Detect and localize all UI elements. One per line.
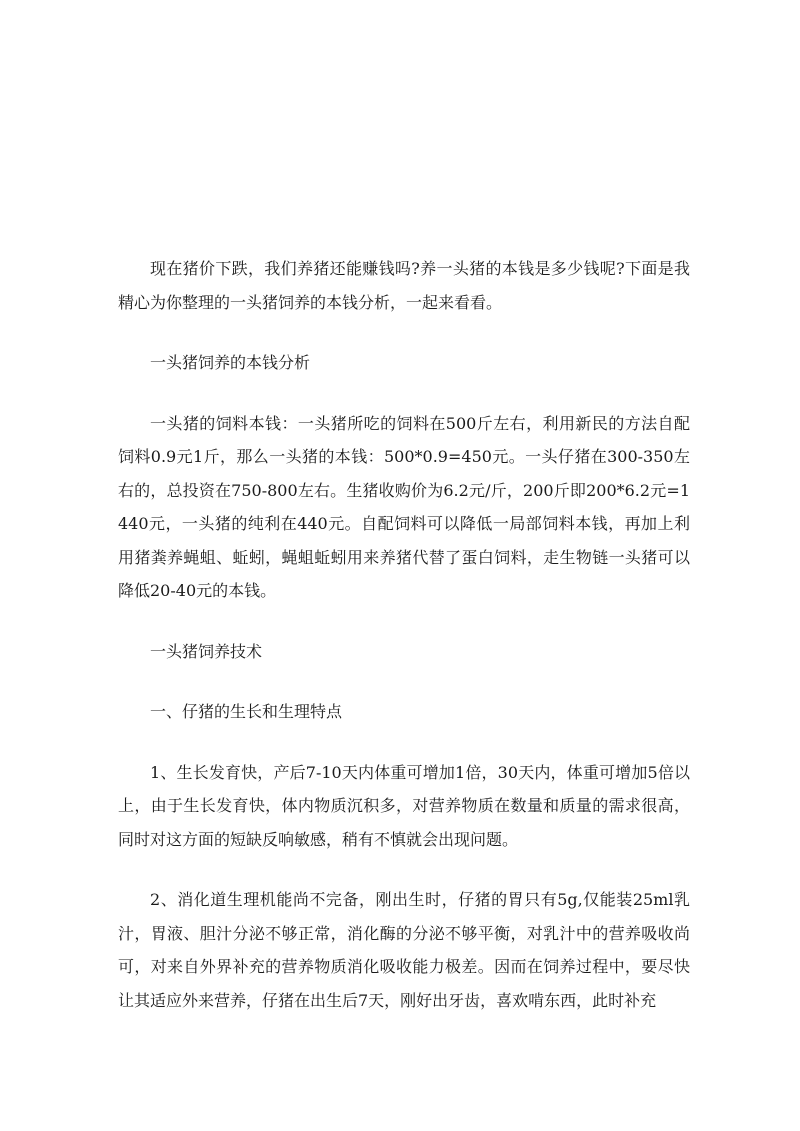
section-heading-techniques: 一头猪饲养技术 (150, 641, 263, 661)
section-heading-cost-analysis: 一头猪饲养的本钱分析 (150, 353, 311, 372)
point-1-paragraph: 1、生长发育快，产后7-10天内体重可增加1倍，30天内，体重可增加5倍以上，由于生长发育快，体内物质沉积多，对营养物质在数量和质量的需求很高，同时对这方面的短缺反响敏感，稍有不慎就会出现问题。 (118, 762, 690, 849)
point-2-paragraph: 2、消化道生理机能尚不完备，刚出生时，仔猪的胃只有5g,仅能装25ml乳汁，胃液、胆汁分泌不够正常，消化酶的分泌不够平衡，对乳汁中的营养吸收尚可，对来自外界补充的营养物质消化吸收能力极差。因而在饲养过程中，要尽快让其适应外来营养，仔猪在出生后7天，刚好出牙齿，喜欢啃东西，此时补充 (118, 890, 690, 1010)
subheading-piglet-characteristics: 一、仔猪的生长和生理特点 (150, 702, 343, 721)
document-body (118, 252, 690, 1044)
intro-paragraph: 现在猪价下跌，我们养猪还能赚钱吗?养一头猪的本钱是多少钱呢?下面是我精心为你整理的一头猪饲养的本钱分析，一起来看看。 (118, 259, 690, 312)
cost-paragraph: 一头猪的饲料本钱：一头猪所吃的饲料在500斤左右，利用新民的方法自配饲料0.9元1斤，那么一头猪的本钱：500*0.9=450元。一头仔猪在300-350左右的，总投资在750-800左右。生猪收购价为6.2元/斤，200斤即200*6.2元=1440元，一头猪的纯利在440元。自配饲料可以降低一局部饲料本钱，再加上利用猪粪养蝇蛆、蚯蚓，蝇蛆蚯蚓用来养猪代替了蛋白饲料，走生物链一头猪可以降低20-40元的本钱。 (118, 413, 690, 600)
